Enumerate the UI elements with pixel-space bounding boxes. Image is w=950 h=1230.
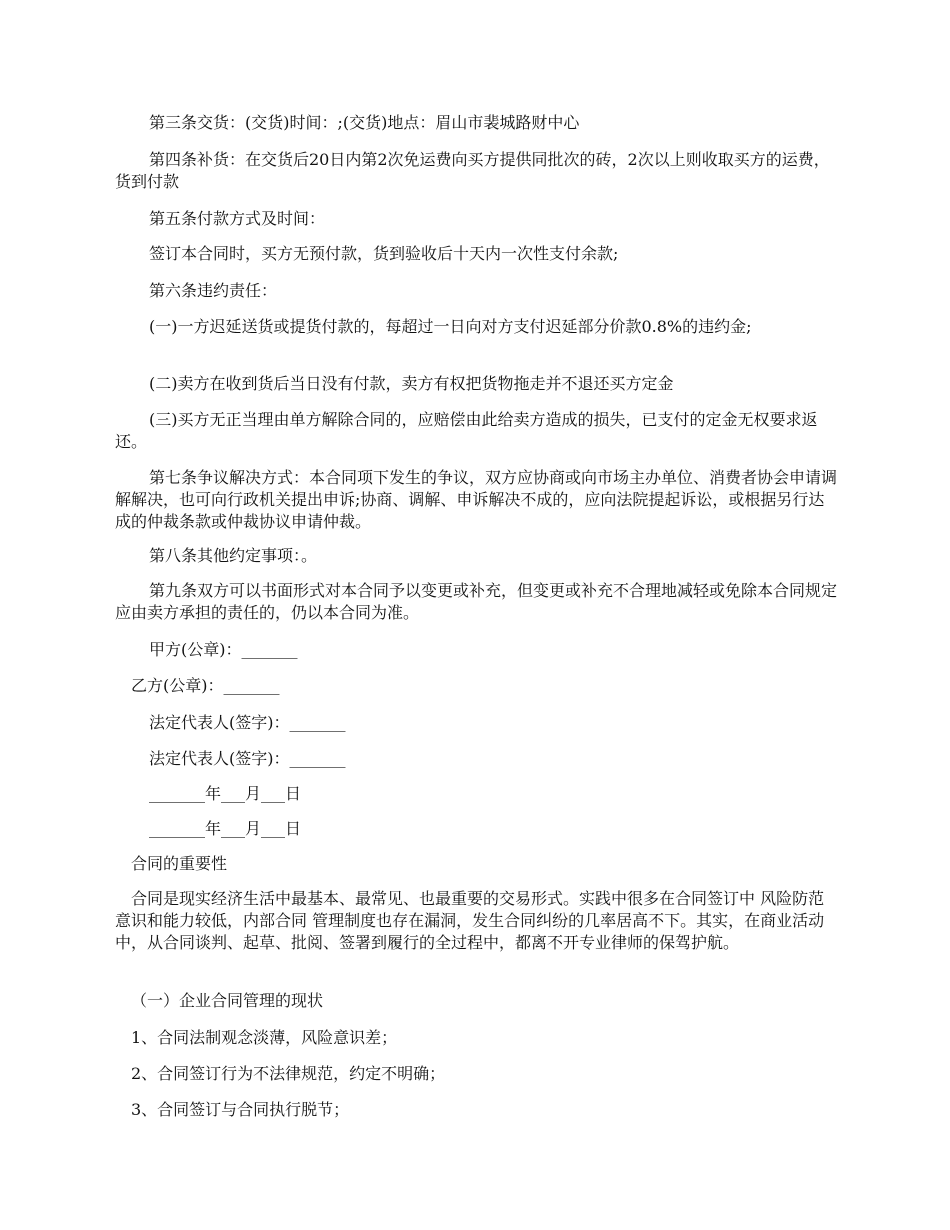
legal-rep-signature-1: 法定代表人(签字)：_______ — [149, 713, 346, 732]
list-item-3: 3、合同签订与合同执行脱节； — [131, 1100, 350, 1119]
clause-3-delivery: 第三条交货：(交货)时间：;(交货)地点：眉山市裴城路财中心 — [149, 113, 580, 132]
clause-5-payment-heading: 第五条付款方式及时间： — [149, 209, 326, 228]
signing-date-1: _______年___月___日 — [149, 784, 302, 803]
clause-6-liability-heading: 第六条违约责任： — [149, 281, 278, 300]
signing-date-2: _______年___月___日 — [149, 819, 302, 838]
clause-5-payment-text: 签订本合同时，买方无预付款，货到验收后十天内一次性支付余款; — [149, 244, 619, 263]
legal-rep-signature-2: 法定代表人(签字)：_______ — [149, 749, 346, 768]
clause-9-amendment: 第九条双方可以书面形式对本合同予以变更或补充，但变更或补充不合理地减轻或免除本合同规定应由卖方承担的责任的，仍以本合同为准。 — [115, 581, 838, 622]
clause-6-item-2: (二)卖方在收到货后当日没有付款，卖方有权把货物拖走并不退还买方定金 — [149, 374, 674, 393]
party-b-seal: 乙方(公章)：_______ — [131, 676, 280, 695]
clause-4-replenishment: 第四条补货：在交货后20日内第2次免运费向买方提供同批次的砖，2次以上则收取买方的运费，货到付款 — [115, 150, 830, 191]
section-heading-importance: 合同的重要性 — [131, 854, 228, 873]
importance-body: 合同是现实经济生活中最基本、最常见、也最重要的交易形式。实践中很多在合同签订中 风险防范意识和能力较低，内部合同 管理制度也存在漏洞，发生合同纠纷的几率居高不下。其实，在商业活动中，从合同谈判、起草、批阅、签署到履行的全过程中，都离不开专业律师的保驾护航。 — [115, 889, 825, 952]
clause-6-item-3: (三)买方无正当理由单方解除合同的，应赔偿由此给卖方造成的损失，已支付的定金无权要求返还。 — [115, 410, 818, 451]
clause-7-dispute: 第七条争议解决方式：本合同项下发生的争议，双方应协商或向市场主办单位、消费者协会申请调解解决，也可向行政机关提出申诉;协商、调解、申诉解决不成的，应向法院提起诉讼，或根据另行达成的仲裁条款或仲裁协议申请仲裁。 — [115, 468, 838, 531]
clause-6-item-1: (一)一方迟延送货或提货付款的，每超过一日向对方支付迟延部分价款0.8%的违约金; — [149, 317, 752, 336]
subsection-heading-status: （一）企业合同管理的现状 — [131, 991, 324, 1010]
clause-8-other: 第八条其他约定事项：。 — [149, 546, 318, 565]
list-item-2: 2、合同签订行为不法律规范，约定不明确； — [131, 1064, 446, 1083]
list-item-1: 1、合同法制观念淡薄，风险意识差； — [131, 1028, 398, 1047]
party-a-seal: 甲方(公章)：_______ — [149, 640, 298, 659]
